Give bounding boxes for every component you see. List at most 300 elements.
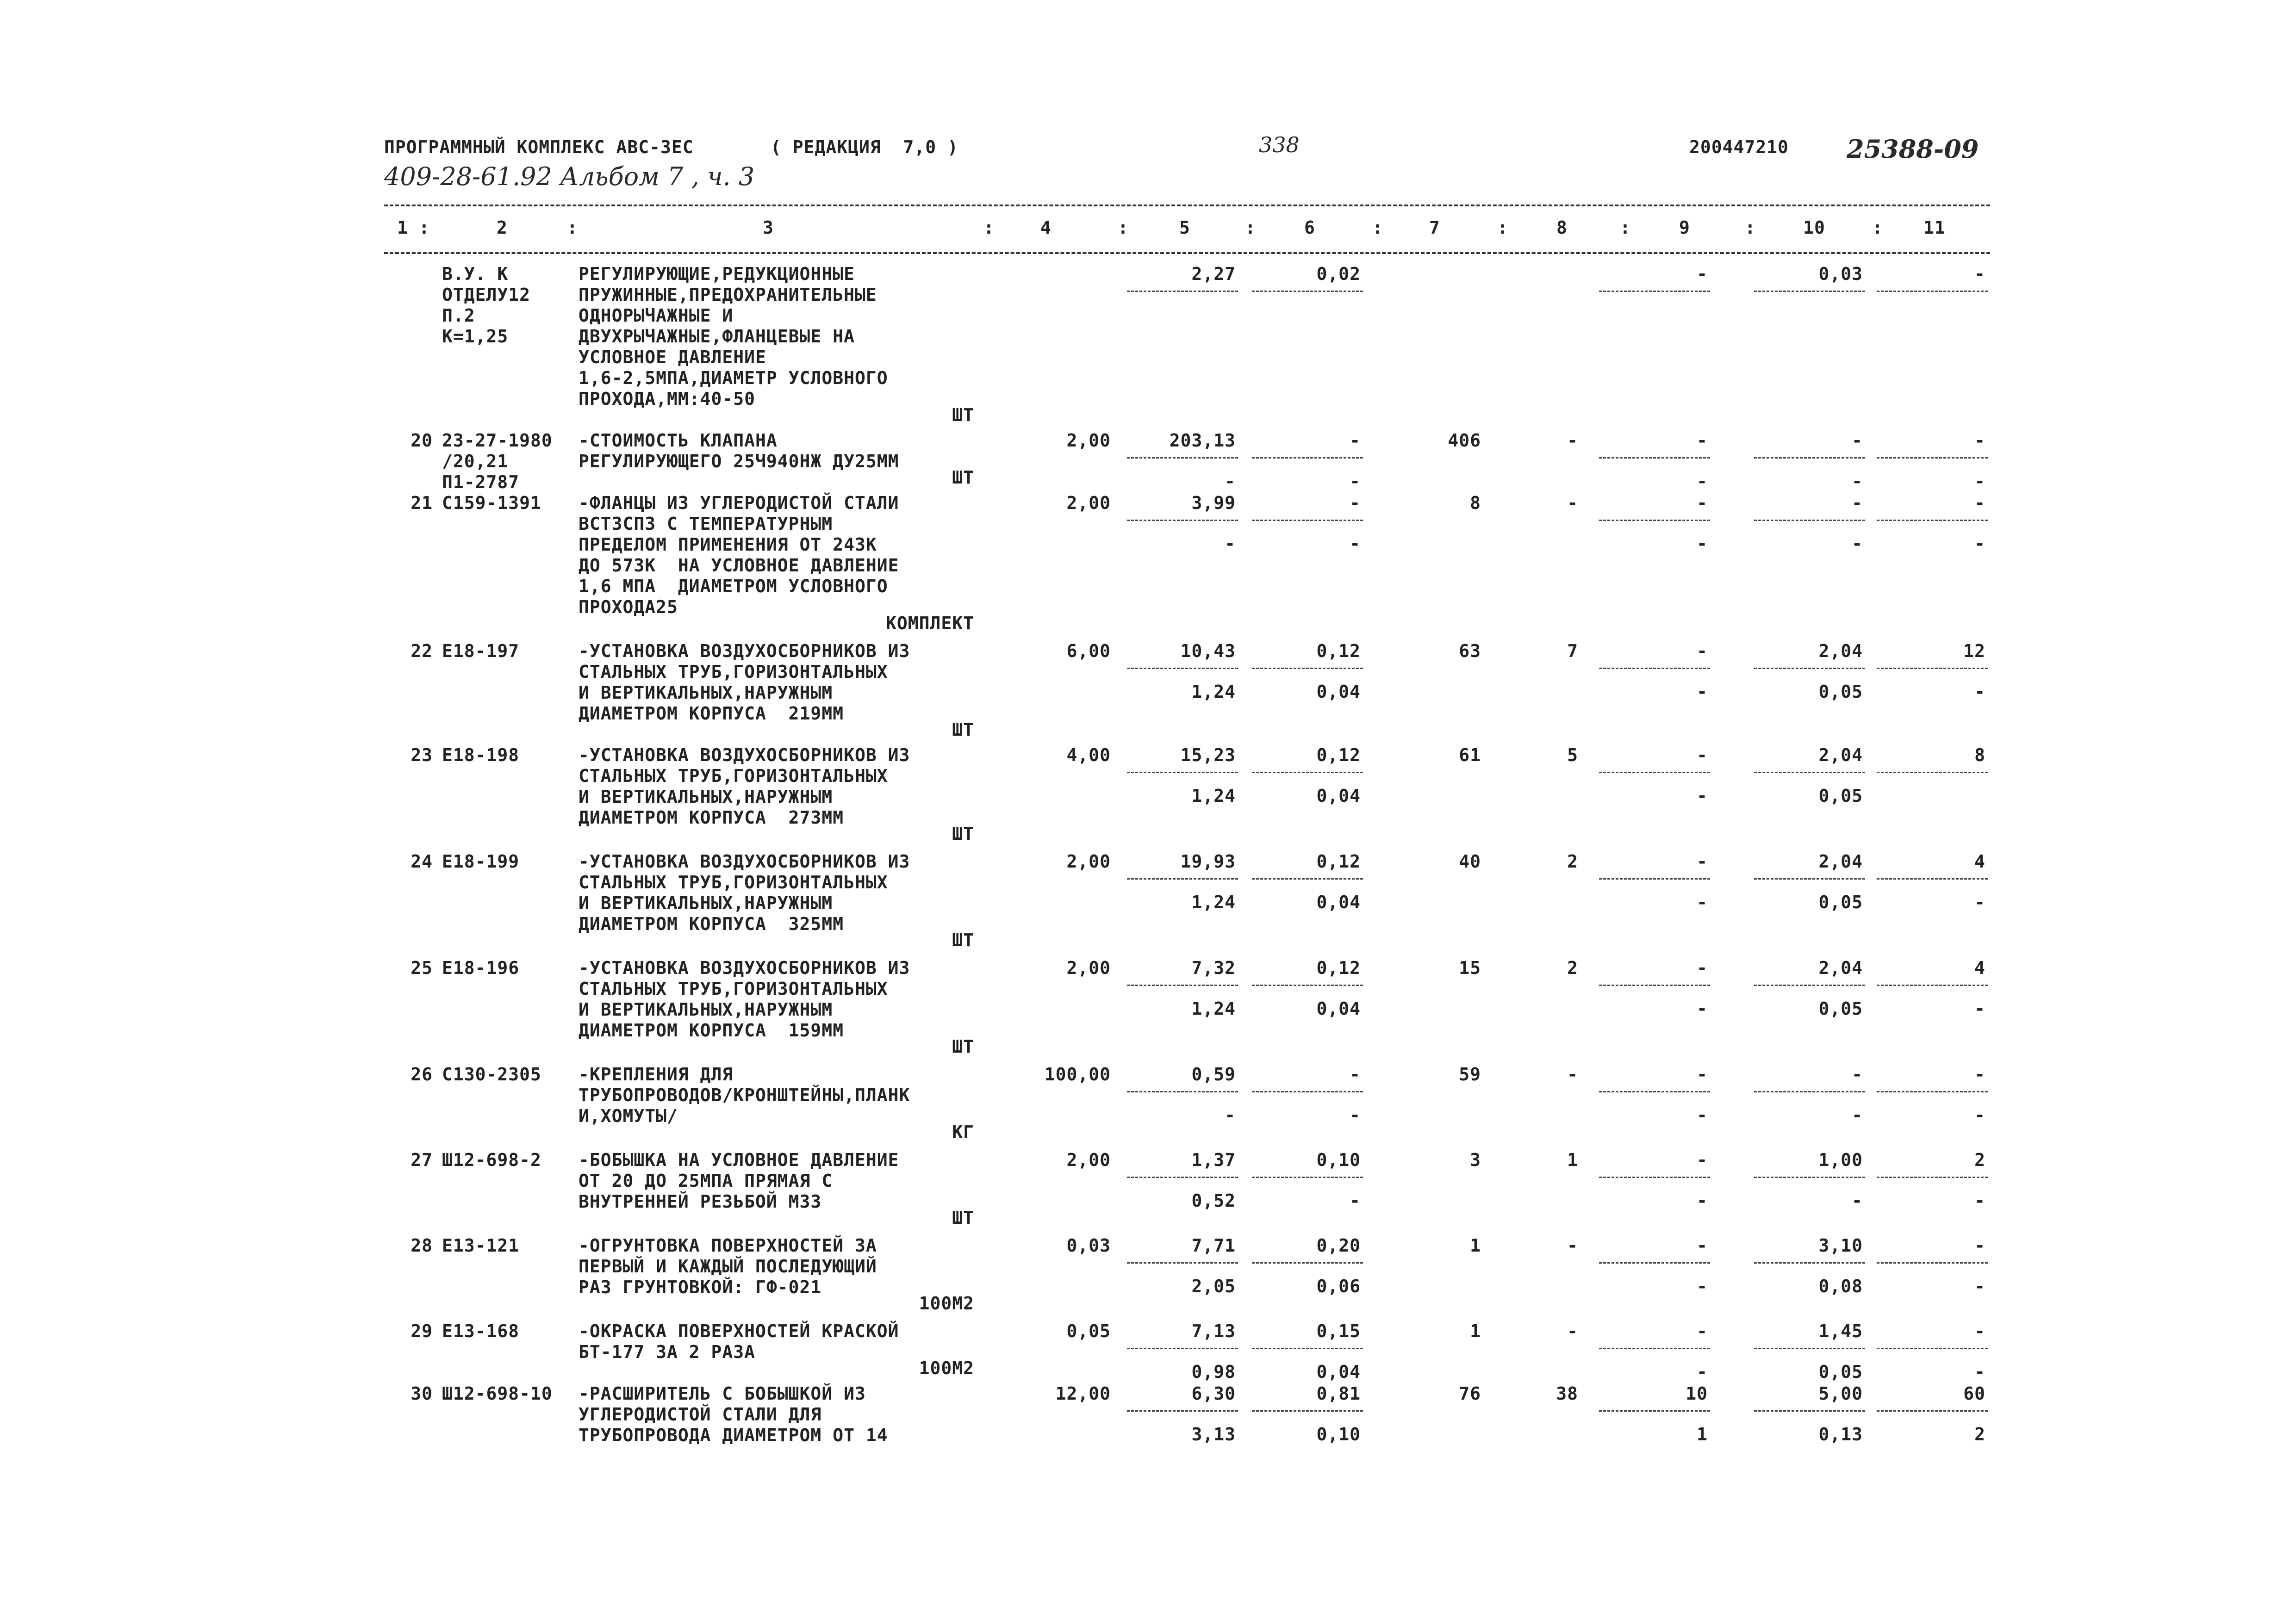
row-description: РЕГУЛИРУЮЩИЕ,РЕДУКЦИОННЫЕ xyxy=(579,264,855,284)
row-unit: ШТ xyxy=(952,930,974,950)
row-code: Ш12-698-10 xyxy=(442,1383,553,1404)
row-code: В.У. К xyxy=(442,264,509,284)
column-separator: : xyxy=(1245,217,1256,238)
value-divider xyxy=(1127,1410,1238,1412)
value-divider xyxy=(1877,1091,1988,1092)
row-number: 22 xyxy=(411,641,433,661)
row-c10-primary: 1,00 xyxy=(1818,1150,1863,1170)
row-description: ПРОХОДА25 xyxy=(579,597,678,617)
value-divider xyxy=(1599,668,1710,669)
row-c6-primary: 0,15 xyxy=(1316,1321,1361,1341)
row-quantity: 2,00 xyxy=(1066,851,1111,872)
row-c9-primary: - xyxy=(1697,1321,1708,1341)
row-description: ПРЕДЕЛОМ ПРИМЕНЕНИЯ ОТ 243К xyxy=(579,534,877,555)
value-divider xyxy=(1754,1262,1865,1264)
row-description: ДИАМЕТРОМ КОРПУСА 219ММ xyxy=(579,703,844,724)
row-description: И ВЕРТИКАЛЬНЫХ,НАРУЖНЫМ xyxy=(579,787,833,807)
row-code: 23-27-1980 xyxy=(442,430,553,451)
row-number: 26 xyxy=(411,1064,433,1085)
row-code: С130-2305 xyxy=(442,1064,541,1085)
row-description: -ОГРУНТОВКА ПОВЕРХНОСТЕЙ ЗА xyxy=(579,1235,877,1256)
row-col7: 3 xyxy=(1470,1150,1481,1170)
row-c6-secondary: - xyxy=(1350,1105,1361,1125)
row-col8: 5 xyxy=(1567,745,1578,765)
value-divider xyxy=(1877,1262,1988,1264)
row-description: СТАЛЬНЫХ ТРУБ,ГОРИЗОНТАЛЬНЫХ xyxy=(579,872,888,893)
row-c11-primary: 8 xyxy=(1974,745,1985,765)
row-code: Ш12-698-2 xyxy=(442,1150,541,1170)
row-description: 1,6-2,5МПА,ДИАМЕТР УСЛОВНОГО xyxy=(579,368,888,388)
row-c9-secondary: - xyxy=(1697,892,1708,912)
row-c11-primary: 12 xyxy=(1963,641,1985,661)
row-c9-secondary: - xyxy=(1697,1362,1708,1382)
row-c6-primary: 0,12 xyxy=(1316,745,1361,765)
row-description: БТ-177 ЗА 2 РАЗА xyxy=(579,1342,756,1362)
row-quantity: 2,00 xyxy=(1066,958,1111,978)
header-rule-top xyxy=(384,205,1990,206)
row-description: ВНУТРЕННЕЙ РЕЗЬБОЙ М33 xyxy=(579,1191,822,1212)
row-description: ПРОХОДА,ММ:40-50 xyxy=(579,389,756,409)
value-divider xyxy=(1754,772,1865,773)
value-divider xyxy=(1252,772,1363,773)
row-c10-secondary: 0,05 xyxy=(1818,682,1863,702)
row-code: Е13-168 xyxy=(442,1321,520,1341)
row-c5-secondary: 1,24 xyxy=(1191,892,1236,912)
row-c10-secondary: 0,05 xyxy=(1818,892,1863,912)
row-description: ВСТЗСП3 С ТЕМПЕРАТУРНЫМ xyxy=(579,514,833,534)
document-code: 200447210 xyxy=(1689,137,1789,157)
row-c9-primary: 10 xyxy=(1686,1383,1708,1404)
row-c6-secondary: 0,04 xyxy=(1316,1362,1361,1382)
row-quantity: 0,05 xyxy=(1066,1321,1111,1341)
value-divider xyxy=(1754,457,1865,459)
value-divider xyxy=(1252,1091,1363,1092)
row-code: Е18-197 xyxy=(442,641,520,661)
value-divider xyxy=(1127,985,1238,986)
value-divider xyxy=(1252,457,1363,459)
row-c5-primary: 2,27 xyxy=(1191,264,1236,284)
row-description: И ВЕРТИКАЛЬНЫХ,НАРУЖНЫМ xyxy=(579,682,833,703)
row-c6-secondary: 0,04 xyxy=(1316,786,1361,806)
row-unit: ШТ xyxy=(952,467,974,488)
row-code: С159-1391 xyxy=(442,493,541,513)
row-code: К=1,25 xyxy=(442,326,509,347)
row-c5-secondary: 0,52 xyxy=(1191,1190,1236,1211)
row-c11-secondary: - xyxy=(1974,682,1985,702)
row-description: УСЛОВНОЕ ДАВЛЕНИЕ xyxy=(579,347,766,367)
album-reference: 409-28-61.92 Альбом 7 , ч. 3 xyxy=(384,162,755,191)
value-divider xyxy=(1127,1091,1238,1092)
value-divider xyxy=(1599,1410,1710,1412)
row-number: 29 xyxy=(411,1321,433,1341)
value-divider xyxy=(1877,1410,1988,1412)
row-c9-primary: - xyxy=(1697,641,1708,661)
row-number: 23 xyxy=(411,745,433,765)
stamp-number: 25388-09 xyxy=(1847,134,1979,164)
row-c9-primary: - xyxy=(1697,1064,1708,1085)
row-c5-secondary: 1,24 xyxy=(1191,682,1236,702)
row-quantity: 100,00 xyxy=(1044,1064,1111,1085)
value-divider xyxy=(1754,291,1865,292)
column-separator: : xyxy=(419,217,430,238)
row-c6-primary: 0,20 xyxy=(1316,1235,1361,1256)
column-header-6: 6 xyxy=(1304,217,1315,238)
column-separator: : xyxy=(983,217,995,238)
column-header-10: 10 xyxy=(1803,217,1825,238)
row-c11-primary: - xyxy=(1974,1064,1985,1085)
row-c6-primary: - xyxy=(1350,493,1361,513)
row-c11-primary: - xyxy=(1974,430,1985,451)
row-c10-primary: 1,45 xyxy=(1818,1321,1863,1341)
row-c11-primary: - xyxy=(1974,1321,1985,1341)
row-c5-secondary: 2,05 xyxy=(1191,1276,1236,1296)
page-number: 338 xyxy=(1259,132,1300,157)
value-divider xyxy=(1754,1348,1865,1349)
value-divider xyxy=(1127,520,1238,521)
row-col8: - xyxy=(1567,1321,1578,1341)
column-header-2: 2 xyxy=(497,217,508,238)
row-c6-secondary: 0,10 xyxy=(1316,1424,1361,1445)
row-c11-secondary: - xyxy=(1974,1105,1985,1125)
row-c11-secondary: - xyxy=(1974,533,1985,554)
row-description: -КРЕПЛЕНИЯ ДЛЯ xyxy=(579,1064,734,1085)
value-divider xyxy=(1127,457,1238,459)
row-unit: КГ xyxy=(952,1122,974,1142)
value-divider xyxy=(1754,1091,1865,1092)
column-separator: : xyxy=(1372,217,1383,238)
row-description: УГЛЕРОДИСТОЙ СТАЛИ ДЛЯ xyxy=(579,1404,822,1425)
value-divider xyxy=(1252,1177,1363,1178)
row-description: СТАЛЬНЫХ ТРУБ,ГОРИЗОНТАЛЬНЫХ xyxy=(579,979,888,999)
row-c9-primary: - xyxy=(1697,745,1708,765)
row-c9-secondary: - xyxy=(1697,1276,1708,1296)
value-divider xyxy=(1599,520,1710,521)
row-number: 27 xyxy=(411,1150,433,1170)
row-description: ДВУХРЫЧАЖНЫЕ,ФЛАНЦЕВЫЕ НА xyxy=(579,326,855,347)
value-divider xyxy=(1599,291,1710,292)
row-code: П.2 xyxy=(442,305,475,326)
row-description: СТАЛЬНЫХ ТРУБ,ГОРИЗОНТАЛЬНЫХ xyxy=(579,766,888,786)
row-c10-secondary: 0,08 xyxy=(1818,1276,1863,1296)
row-c11-secondary: - xyxy=(1974,471,1985,491)
row-code: Е18-196 xyxy=(442,958,520,978)
value-divider xyxy=(1877,457,1988,459)
column-separator: : xyxy=(1497,217,1508,238)
row-number: 24 xyxy=(411,851,433,872)
row-col7: 8 xyxy=(1470,493,1481,513)
row-c10-primary: - xyxy=(1852,1064,1863,1085)
value-divider xyxy=(1127,1177,1238,1178)
row-c10-secondary: - xyxy=(1852,533,1863,554)
row-c11-primary: - xyxy=(1974,264,1985,284)
row-c6-primary: 0,81 xyxy=(1316,1383,1361,1404)
row-col7: 406 xyxy=(1448,430,1481,451)
row-c5-primary: 7,13 xyxy=(1191,1321,1236,1341)
row-c10-primary: 3,10 xyxy=(1818,1235,1863,1256)
row-description: -УСТАНОВКА ВОЗДУХОСБОРНИКОВ ИЗ xyxy=(579,958,910,978)
row-quantity: 2,00 xyxy=(1066,1150,1111,1170)
row-c9-primary: - xyxy=(1697,493,1708,513)
row-c10-primary: - xyxy=(1852,493,1863,513)
row-c5-primary: 7,32 xyxy=(1191,958,1236,978)
row-c9-primary: - xyxy=(1697,430,1708,451)
value-divider xyxy=(1599,1348,1710,1349)
column-header-1: 1 xyxy=(397,217,408,238)
row-c6-secondary: - xyxy=(1350,1190,1361,1211)
row-unit: ШТ xyxy=(952,719,974,740)
row-quantity: 4,00 xyxy=(1066,745,1111,765)
value-divider xyxy=(1127,668,1238,669)
value-divider xyxy=(1127,1348,1238,1349)
program-title: ПРОГРАММНЫЙ КОМПЛЕКС АВС-ЗЕС xyxy=(384,137,694,157)
row-description: СТАЛЬНЫХ ТРУБ,ГОРИЗОНТАЛЬНЫХ xyxy=(579,662,888,682)
row-c9-secondary: - xyxy=(1697,471,1708,491)
value-divider xyxy=(1877,985,1988,986)
row-c5-primary: 10,43 xyxy=(1180,641,1236,661)
value-divider xyxy=(1877,668,1988,669)
row-col7: 1 xyxy=(1470,1235,1481,1256)
value-divider xyxy=(1127,878,1238,880)
row-c5-primary: 6,30 xyxy=(1191,1383,1236,1404)
value-divider xyxy=(1877,878,1988,880)
row-quantity: 6,00 xyxy=(1066,641,1111,661)
row-c11-primary: 2 xyxy=(1974,1150,1985,1170)
row-c11-primary: 4 xyxy=(1974,851,1985,872)
row-unit: ШТ xyxy=(952,1036,974,1057)
row-c9-primary: - xyxy=(1697,958,1708,978)
row-c6-secondary: - xyxy=(1350,533,1361,554)
row-c10-primary: 2,04 xyxy=(1818,851,1863,872)
row-c10-secondary: 0,05 xyxy=(1818,998,1863,1019)
row-c5-primary: 7,71 xyxy=(1191,1235,1236,1256)
row-c5-primary: 15,23 xyxy=(1180,745,1236,765)
row-c6-primary: 0,12 xyxy=(1316,958,1361,978)
row-code: ОТДЕЛУ12 xyxy=(442,285,531,305)
column-header-4: 4 xyxy=(1040,217,1052,238)
row-c11-primary: 4 xyxy=(1974,958,1985,978)
value-divider xyxy=(1877,772,1988,773)
row-c9-secondary: - xyxy=(1697,533,1708,554)
row-c10-primary: 5,00 xyxy=(1818,1383,1863,1404)
program-edition: ( РЕДАКЦИЯ 7,0 ) xyxy=(771,137,958,157)
row-c11-primary: - xyxy=(1974,1235,1985,1256)
row-c5-secondary: 1,24 xyxy=(1191,998,1236,1019)
value-divider xyxy=(1252,520,1363,521)
row-c10-secondary: 0,05 xyxy=(1818,1362,1863,1382)
row-c10-primary: 2,04 xyxy=(1818,958,1863,978)
row-c5-primary: 3,99 xyxy=(1191,493,1236,513)
value-divider xyxy=(1599,772,1710,773)
row-number: 21 xyxy=(411,493,433,513)
row-description: -УСТАНОВКА ВОЗДУХОСБОРНИКОВ ИЗ xyxy=(579,851,910,872)
row-c10-secondary: - xyxy=(1852,1105,1863,1125)
column-header-11: 11 xyxy=(1923,217,1946,238)
row-c11-secondary: - xyxy=(1974,1362,1985,1382)
row-col8: 2 xyxy=(1567,958,1578,978)
row-description: И ВЕРТИКАЛЬНЫХ,НАРУЖНЫМ xyxy=(579,893,833,913)
row-c10-primary: 0,03 xyxy=(1818,264,1863,284)
row-c10-primary: 2,04 xyxy=(1818,745,1863,765)
row-description: И,ХОМУТЫ/ xyxy=(579,1106,678,1126)
row-c5-secondary: 1,24 xyxy=(1191,786,1236,806)
column-separator: : xyxy=(1620,217,1631,238)
value-divider xyxy=(1252,668,1363,669)
row-c6-primary: 0,10 xyxy=(1316,1150,1361,1170)
row-c5-primary: 203,13 xyxy=(1169,430,1236,451)
row-c11-secondary: 2 xyxy=(1974,1424,1985,1445)
value-divider xyxy=(1754,985,1865,986)
row-quantity: 2,00 xyxy=(1066,493,1111,513)
row-c5-secondary: - xyxy=(1225,533,1236,554)
row-description: РЕГУЛИРУЮЩЕГО 25Ч940НЖ ДУ25ММ xyxy=(579,451,899,471)
row-c5-primary: 19,93 xyxy=(1180,851,1236,872)
row-col8: - xyxy=(1567,1064,1578,1085)
row-col7: 59 xyxy=(1459,1064,1481,1085)
row-description: ОДНОРЫЧАЖНЫЕ И xyxy=(579,305,734,326)
row-c5-secondary: - xyxy=(1225,471,1236,491)
row-c11-primary: 60 xyxy=(1963,1383,1985,1404)
row-col7: 1 xyxy=(1470,1321,1481,1341)
value-divider xyxy=(1754,878,1865,880)
row-c5-primary: 0,59 xyxy=(1191,1064,1236,1085)
row-col8: 1 xyxy=(1567,1150,1578,1170)
row-c10-primary: - xyxy=(1852,430,1863,451)
row-c11-primary: - xyxy=(1974,493,1985,513)
row-c5-secondary: 0,98 xyxy=(1191,1362,1236,1382)
value-divider xyxy=(1599,457,1710,459)
row-c9-secondary: - xyxy=(1697,682,1708,702)
row-c5-secondary: 3,13 xyxy=(1191,1424,1236,1445)
row-unit: ШТ xyxy=(952,405,974,425)
header-rule-bottom xyxy=(384,252,1990,254)
row-description: ПЕРВЫЙ И КАЖДЫЙ ПОСЛЕДУЮЩИЙ xyxy=(579,1256,877,1277)
row-code: П1-2787 xyxy=(442,472,520,492)
row-c6-primary: 0,12 xyxy=(1316,641,1361,661)
row-c10-secondary: 0,05 xyxy=(1818,786,1863,806)
row-c10-secondary: - xyxy=(1852,1190,1863,1211)
row-description: ДИАМЕТРОМ КОРПУСА 159ММ xyxy=(579,1020,844,1041)
row-col8: 38 xyxy=(1556,1383,1578,1404)
row-description: ТРУБОПРОВОДА ДИАМЕТРОМ ОТ 14 xyxy=(579,1425,888,1445)
value-divider xyxy=(1877,1348,1988,1349)
value-divider xyxy=(1252,1348,1363,1349)
row-description: -СТОИМОСТЬ КЛАПАНА xyxy=(579,430,778,451)
row-description: ТРУБОПРОВОДОВ/КРОНШТЕЙНЫ,ПЛАНК xyxy=(579,1085,910,1105)
value-divider xyxy=(1599,878,1710,880)
row-c6-primary: 0,12 xyxy=(1316,851,1361,872)
value-divider xyxy=(1599,1262,1710,1264)
row-c6-secondary: - xyxy=(1350,471,1361,491)
row-description: ДО 573К НА УСЛОВНОЕ ДАВЛЕНИЕ xyxy=(579,555,899,576)
row-c10-secondary: 0,13 xyxy=(1818,1424,1863,1445)
column-header-3: 3 xyxy=(763,217,774,238)
row-unit: 100М2 xyxy=(919,1358,974,1378)
row-col8: - xyxy=(1567,493,1578,513)
value-divider xyxy=(1252,878,1363,880)
column-header-5: 5 xyxy=(1179,217,1190,238)
value-divider xyxy=(1754,1177,1865,1178)
value-divider xyxy=(1599,1177,1710,1178)
row-unit: ШТ xyxy=(952,824,974,844)
value-divider xyxy=(1252,985,1363,986)
value-divider xyxy=(1754,668,1865,669)
row-description: ДИАМЕТРОМ КОРПУСА 273ММ xyxy=(579,807,844,828)
row-description: -ОКРАСКА ПОВЕРХНОСТЕЙ КРАСКОЙ xyxy=(579,1321,899,1341)
value-divider xyxy=(1599,985,1710,986)
row-number: 30 xyxy=(411,1383,433,1404)
row-c6-secondary: 0,04 xyxy=(1316,892,1361,912)
row-c9-primary: - xyxy=(1697,264,1708,284)
value-divider xyxy=(1252,1410,1363,1412)
row-col7: 61 xyxy=(1459,745,1481,765)
row-col8: 2 xyxy=(1567,851,1578,872)
row-description: И ВЕРТИКАЛЬНЫХ,НАРУЖНЫМ xyxy=(579,999,833,1020)
value-divider xyxy=(1252,1262,1363,1264)
row-c6-secondary: 0,04 xyxy=(1316,998,1361,1019)
column-separator: : xyxy=(567,217,578,238)
row-description: -УСТАНОВКА ВОЗДУХОСБОРНИКОВ ИЗ xyxy=(579,641,910,661)
row-c6-secondary: 0,06 xyxy=(1316,1276,1361,1296)
row-unit: 100М2 xyxy=(919,1293,974,1314)
row-c9-primary: - xyxy=(1697,851,1708,872)
row-c11-secondary: - xyxy=(1974,998,1985,1019)
row-number: 28 xyxy=(411,1235,433,1256)
row-c11-secondary: - xyxy=(1974,1276,1985,1296)
row-c6-primary: 0,02 xyxy=(1316,264,1361,284)
row-col8: - xyxy=(1567,1235,1578,1256)
row-quantity: 12,00 xyxy=(1055,1383,1111,1404)
row-c11-secondary: - xyxy=(1974,892,1985,912)
row-quantity: 2,00 xyxy=(1066,430,1111,451)
row-description: -БОБЫШКА НА УСЛОВНОЕ ДАВЛЕНИЕ xyxy=(579,1150,899,1170)
row-col7: 40 xyxy=(1459,851,1481,872)
row-description: -ФЛАНЦЫ ИЗ УГЛЕРОДИСТОЙ СТАЛИ xyxy=(579,493,899,513)
row-code: Е18-199 xyxy=(442,851,520,872)
row-c5-secondary: - xyxy=(1225,1105,1236,1125)
row-col7: 63 xyxy=(1459,641,1481,661)
row-col8: 7 xyxy=(1567,641,1578,661)
row-code: Е18-198 xyxy=(442,745,520,765)
row-c9-secondary: 1 xyxy=(1697,1424,1708,1445)
row-c10-secondary: - xyxy=(1852,471,1863,491)
row-description: -РАСШИРИТЕЛЬ С БОБЫШКОЙ ИЗ xyxy=(579,1383,866,1404)
row-description: РАЗ ГРУНТОВКОЙ: ГФ-021 xyxy=(579,1277,822,1297)
row-c9-primary: - xyxy=(1697,1150,1708,1170)
column-header-9: 9 xyxy=(1679,217,1690,238)
row-quantity: 0,03 xyxy=(1066,1235,1111,1256)
value-divider xyxy=(1127,291,1238,292)
value-divider xyxy=(1877,1177,1988,1178)
row-col7: 76 xyxy=(1459,1383,1481,1404)
row-description: ОТ 20 ДО 25МПА ПРЯМАЯ С xyxy=(579,1171,833,1191)
row-c9-secondary: - xyxy=(1697,1105,1708,1125)
row-c6-secondary: 0,04 xyxy=(1316,682,1361,702)
row-c9-secondary: - xyxy=(1697,786,1708,806)
row-unit: ШТ xyxy=(952,1208,974,1228)
row-description: 1,6 МПА ДИАМЕТРОМ УСЛОВНОГО xyxy=(579,576,888,596)
row-code: Е13-121 xyxy=(442,1235,520,1256)
value-divider xyxy=(1599,1091,1710,1092)
value-divider xyxy=(1127,1262,1238,1264)
column-header-7: 7 xyxy=(1429,217,1440,238)
value-divider xyxy=(1127,772,1238,773)
row-c10-primary: 2,04 xyxy=(1818,641,1863,661)
value-divider xyxy=(1252,291,1363,292)
row-description: ДИАМЕТРОМ КОРПУСА 325ММ xyxy=(579,914,844,934)
column-separator: : xyxy=(1745,217,1756,238)
row-description: ПРУЖИННЫЕ,ПРЕДОХРАНИТЕЛЬНЫЕ xyxy=(579,285,877,305)
row-col8: - xyxy=(1567,430,1578,451)
